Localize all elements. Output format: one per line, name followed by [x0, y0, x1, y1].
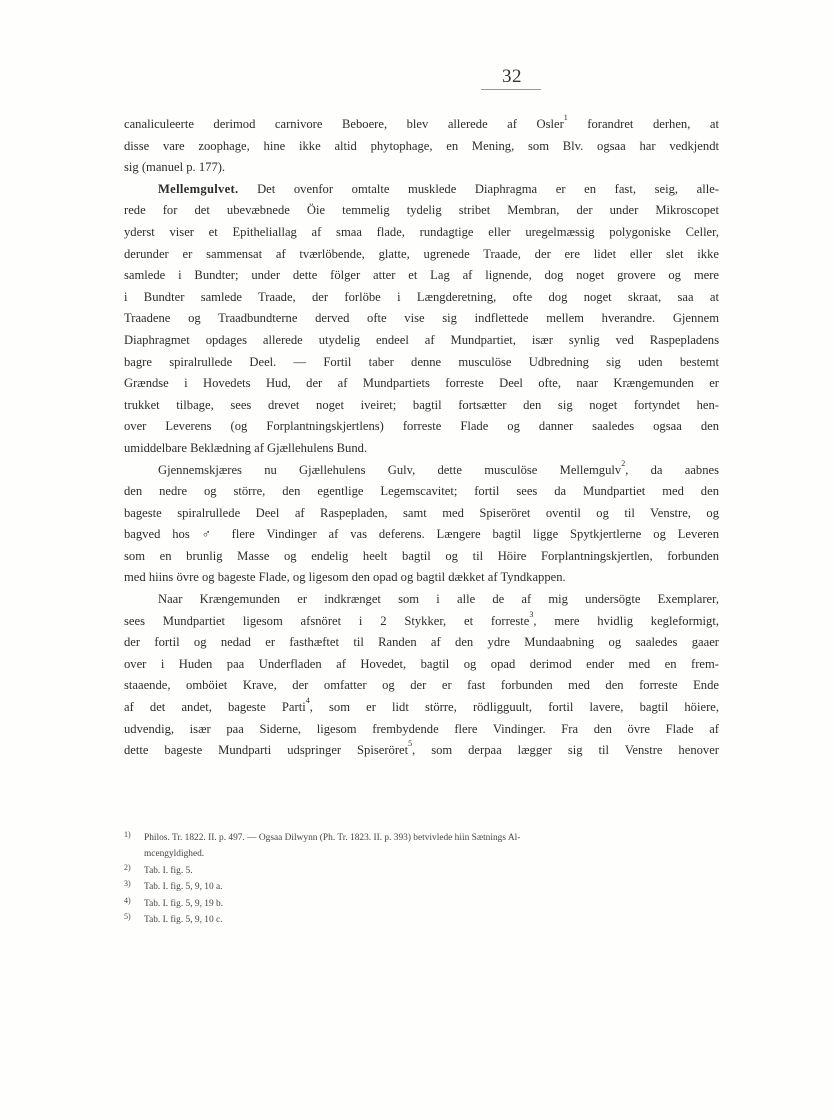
- text-line: den nedre og större, den egentlige Legemscavitet; fortil sees da Mundpartiet med den: [124, 484, 719, 499]
- text-line: over Leverens (og Forplantningskjertlens) forreste Flade og danner saaledes ogsaa den: [124, 419, 719, 434]
- text-line: samlede i Bundter; under dette fölger atter et Lag af lignende, dog noget grovere og mere: [124, 268, 719, 283]
- footnote-text: Tab. I. fig. 5, 9, 19 b.: [144, 898, 224, 909]
- text-span: Gjennemskjæres nu Gjællehulens Gulv, dette musculöse Mellemgulv: [158, 462, 622, 477]
- text-line: sig (manuel p. 177).: [124, 160, 226, 175]
- body-text: [124, 114, 719, 762]
- footnote-mark: 4): [124, 895, 131, 905]
- text-line: udvendig, især paa Siderne, ligesom frembydende flere Vindinger. Fra den övre Flade af: [124, 721, 719, 736]
- text-line: trukket tilbage, sees drevet noget iveiret; bagtil fortsætter den sig noget fortyndet hen-: [124, 397, 719, 412]
- footnote-ref: 2: [621, 459, 626, 468]
- footnote-2: [124, 863, 719, 879]
- page-number: 32: [502, 66, 522, 87]
- footnote-3: [124, 879, 719, 895]
- footnote-text: Tab. I. fig. 5, 9, 10 a.: [144, 882, 223, 893]
- section-heading: Mellemgulvet.: [158, 181, 239, 196]
- text-line: rede for det ubevæbnede Öie temmelig tydelig stribet Membran, der under Mikroscopet: [124, 203, 719, 218]
- footnotes: [124, 830, 719, 928]
- footnote-ref: 3: [529, 610, 534, 619]
- footnote-mark: 2): [124, 862, 131, 872]
- text-line: Naar Krængemunden er indkrænget som i alle de af mig undersögte Exemplarer,: [158, 592, 719, 607]
- text-span: , mere hvidlig kegleformigt,: [533, 613, 719, 628]
- text-span: , da aabnes: [625, 462, 719, 477]
- footnote-ref: 4: [305, 697, 310, 706]
- text-span: , som er lidt större, rödligguult, fortil lavere, bagtil höiere,: [309, 700, 719, 715]
- page-number-rule: [481, 89, 541, 90]
- paragraph-1: [124, 114, 719, 179]
- text-line: [124, 114, 719, 136]
- footnote-mark: 5): [124, 912, 131, 922]
- text-line: med hiins övre og bageste Flade, og ligesom den opad og bagtil dækket af Tyndkappen.: [124, 570, 566, 585]
- footnote-1: [124, 830, 719, 846]
- footnote-5: [124, 912, 719, 928]
- text-line: der fortil og nedad er fasthæftet til Randen af den ydre Mundaabning og saaledes gaaer: [124, 635, 719, 650]
- footnote-ref: 1: [563, 114, 568, 122]
- footnote-ref: 5: [408, 740, 413, 749]
- text-line: [124, 697, 719, 719]
- text-line: yderst viser et Epitheliallag af smaa flade, rundagtige eller uregelmæssig polygoniske Celler,: [124, 224, 719, 239]
- text-line: bagved hos ♂ flere Vindinger af vas deferens. Længere bagtil ligge Spytkjertlerne og Leveren: [124, 527, 719, 542]
- footnote-1-continuation: mcengyldighed.: [144, 849, 205, 860]
- paragraph-3: [124, 460, 719, 590]
- footnote-4: [124, 896, 719, 912]
- text-line: Grændse i Hovedets Hud, der af Mundpartiets forreste Deel ofte, naar Krængemunden er: [124, 376, 719, 391]
- text-line: umiddelbare Beklædning af Gjællehulens Bund.: [124, 440, 368, 455]
- text-span: canaliculeerte derimod carnivore Beboere, blev allerede af Osler: [124, 117, 564, 131]
- text-span: , som derpaa lægger sig til Venstre henover: [412, 743, 719, 758]
- paragraph-2: [124, 179, 719, 460]
- text-line: Diaphragmet opdages allerede utydelig endeel af Mundpartiet, især synlig ved Raspepladens: [124, 332, 719, 347]
- text-line: Traadene og Traadbundterne derved ofte vise sig indflettede mellem hverandre. Gjennem: [124, 311, 719, 326]
- text-line: [124, 460, 719, 482]
- text-line: staaende, omböiet Krave, der omfatter og der er fast forbunden med den forreste Ende: [124, 678, 719, 693]
- text-span: Det ovenfor omtalte musklede Diaphragma er en fast, seig, alle-: [238, 181, 719, 196]
- footnote-text: Philos. Tr. 1822. II. p. 497. — Ogsaa Dilwynn (Ph. Tr. 1823. II. p. 393) betvivlede hiin Sætnings Al-: [144, 833, 521, 843]
- text-line: derunder er sammensat af tværlöbende, glatte, ugrenede Traade, der ere lidet eller slet ikke: [124, 246, 719, 261]
- text-line: over i Huden paa Underfladen af Hovedet, bagtil og opad derimod ender med en frem-: [124, 656, 719, 671]
- text-line: bageste spiralrullede Deel af Raspepladen, samt med Spiseröret oventil og til Venstre, og: [124, 505, 719, 520]
- text-span: forandret derhen, at: [567, 117, 719, 131]
- text-line: disse vare zoophage, hine ikke altid phytophage, en Mening, som Blv. ogsaa har vedkjendt: [124, 138, 719, 153]
- footnote-mark: 3): [124, 879, 131, 889]
- text-line: [124, 611, 719, 633]
- text-line: i Bundter samlede Traade, der forlöbe i Længderetning, ofte dog noget skraat, saa at: [124, 289, 719, 304]
- text-span: af det andet, bageste Parti: [124, 700, 306, 715]
- text-span: dette bageste Mundparti udspringer Spiseröret: [124, 743, 409, 758]
- text-line: bagre spiralrullede Deel. — Fortil taber denne musculöse Udbredning sig uden bestemt: [124, 354, 719, 369]
- footnote-text: Tab. I. fig. 5, 9, 10 c.: [144, 915, 223, 926]
- paragraph-4: [124, 589, 719, 762]
- text-line: som en brunlig Masse og endelig heelt bagtil og til Höire Forplantningskjertlen, forbunden: [124, 548, 719, 563]
- text-line: [124, 179, 719, 201]
- text-line: [124, 740, 719, 762]
- text-span: sees Mundpartiet ligesom afsnöret i 2 Stykker, et forreste: [124, 613, 530, 628]
- footnote-text: Tab. I. fig. 5.: [144, 865, 193, 876]
- footnote-mark: 1): [124, 830, 131, 839]
